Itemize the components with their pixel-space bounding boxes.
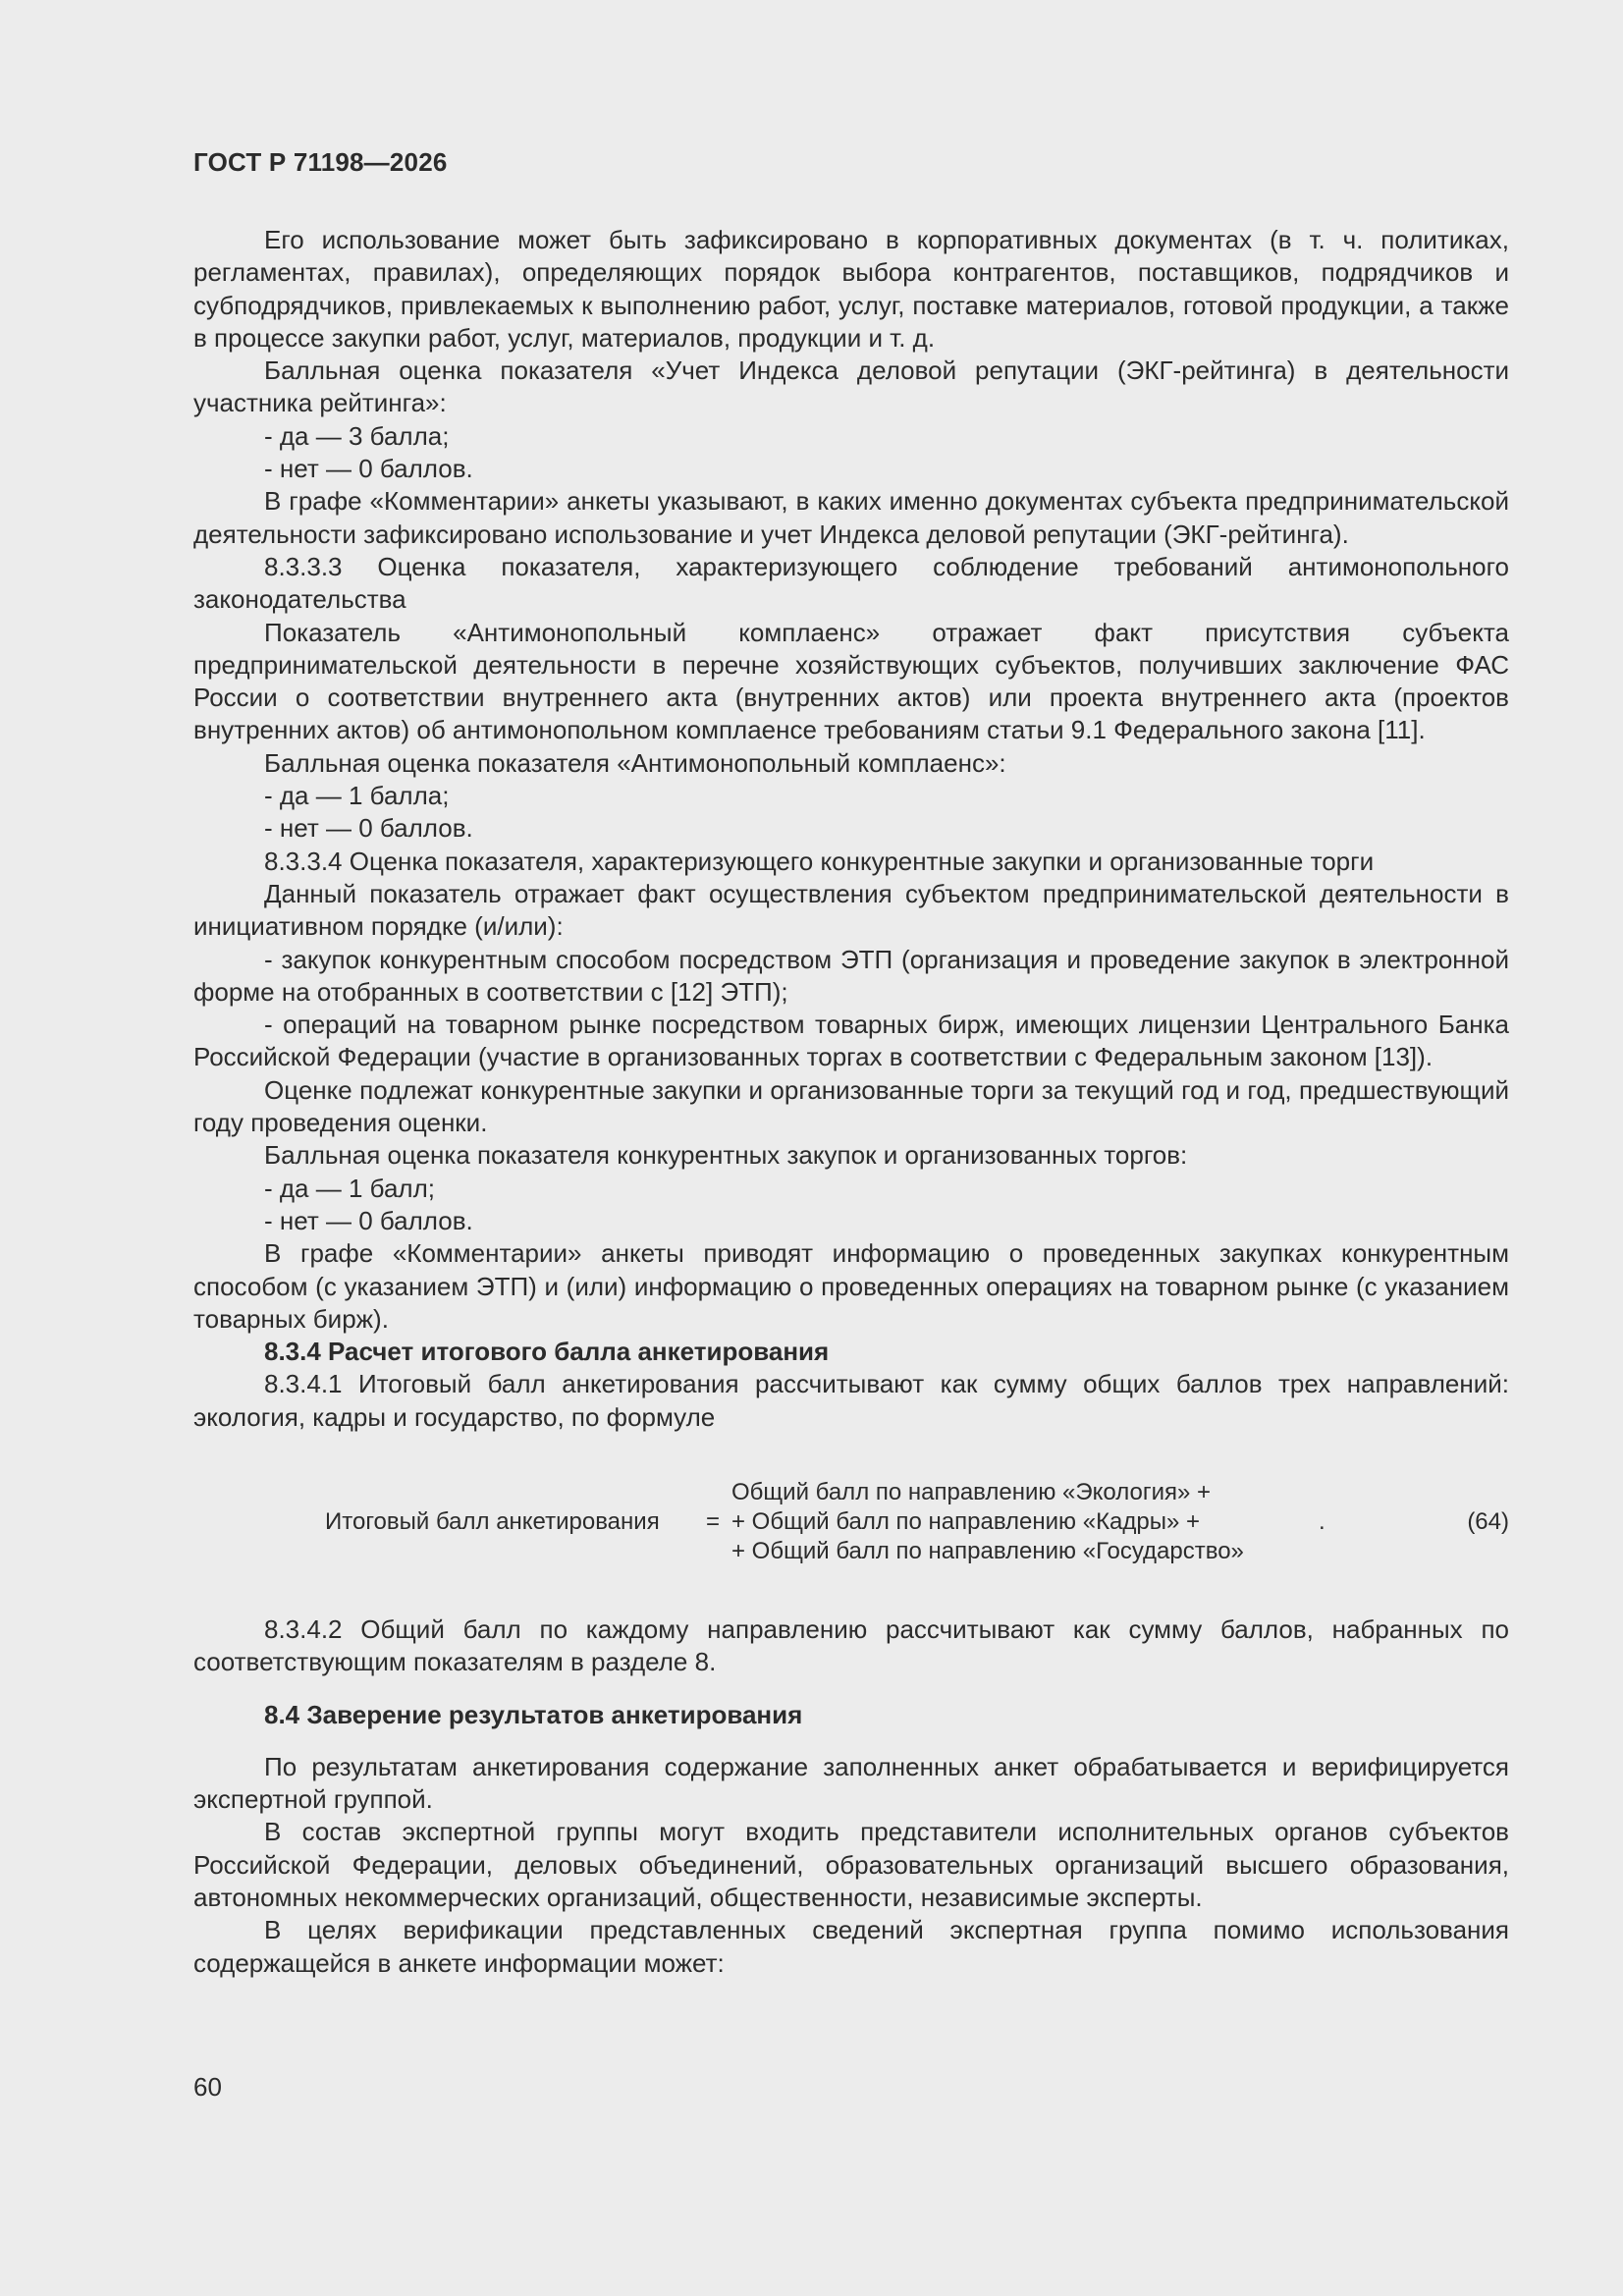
formula-rhs-line: + Общий балл по направлению «Кадры» + <box>731 1507 1201 1535</box>
paragraph: - нет — 0 баллов. <box>264 454 473 484</box>
paragraph: Балльная оценка показателя конкурентных закупок и организованных торгов: <box>264 1140 1188 1171</box>
formula-rhs-line: + Общий балл по направлению «Государство» <box>731 1537 1244 1564</box>
paragraph: - да — 3 балла; <box>264 420 450 451</box>
formula-64 <box>193 1478 1509 1566</box>
paragraph: Оценке подлежат конкурентные закупки и организованные торги за текущий год и год, предшествующий году проведения оценки. <box>193 1074 1509 1138</box>
page-number: 60 <box>193 2072 222 2102</box>
paragraph: Его использование может быть зафиксировано в корпоративных документах (в т. ч. политиках, регламентах, правилах), определяющих порядок выбора контрагентов, поставщиков, подрядчиков и субподрядчиков, привлекаемых к выполнению работ, услуг, поставке материалов, готовой продукции, а также в процессе закупки работ, услуг, материалов, продукции и т. д. <box>193 225 1509 353</box>
document-body <box>193 224 1509 1980</box>
paragraph: В состав экспертной группы могут входить представители исполнительных органов субъектов Российской Федерации, деловых объединений, образовательных организаций высшего образования, автономных некоммерческих организаций, общественности, независимые эксперты. <box>193 1817 1509 1913</box>
paragraph: Балльная оценка показателя «Антимонопольный комплаенс»: <box>264 747 1006 778</box>
paragraph: По результатам анкетирования содержание заполненных анкет обрабатывается и верифицируется экспертной группой. <box>193 1751 1509 1815</box>
formula-rhs-line: Общий балл по направлению «Экология» + <box>731 1478 1212 1505</box>
paragraph: Балльная оценка показателя «Учет Индекса деловой репутации (ЭКГ-рейтинга) в деятельности участника рейтинга»: <box>193 355 1509 418</box>
formula-lhs: Итоговый балл анкетирования <box>325 1507 660 1535</box>
section-heading-8-4: 8.4 Заверение результатов анкетирования <box>264 1699 803 1729</box>
paragraph: 8.3.3.4 Оценка показателя, характеризующего конкурентные закупки и организованные торги <box>264 846 1375 876</box>
paragraph: - да — 1 балл; <box>264 1173 435 1203</box>
formula-rhs <box>731 1478 1244 1566</box>
formula-equals: = <box>706 1507 721 1535</box>
section-8-4-text <box>193 1751 1509 1980</box>
document-header: ГОСТ Р 71198—2026 <box>193 147 448 177</box>
paragraph: - нет — 0 баллов. <box>264 1205 473 1235</box>
paragraph: - закупок конкурентным способом посредством ЭТП (организация и проведение закупок в электронной форме на отобранных в соответствии с [12] ЭТП); <box>193 944 1509 1007</box>
paragraph: В графе «Комментарии» анкеты указывают, в каких именно документах субъекта предпринимательской деятельности зафиксировано использование и учет Индекса деловой репутации (ЭКГ-рейтинга). <box>193 486 1509 549</box>
formula-number: (64) <box>1467 1507 1509 1535</box>
paragraph: - да — 1 балла; <box>264 781 450 811</box>
paragraph: 8.3.3.3 Оценка показателя, характеризующего соблюдение требований антимонопольного законодательства <box>193 551 1509 615</box>
paragraph: В графе «Комментарии» анкеты приводят информацию о проведенных закупках конкурентным способом (с указанием ЭТП) и (или) информацию о проведенных операциях на товарном рынке (с указанием товарных бирж). <box>193 1238 1509 1334</box>
paragraph: - операций на товарном рынке посредством товарных бирж, имеющих лицензии Центрального Банка Российской Федерации (участие в организованных торгах в соответствии с Федеральным законом [13]). <box>193 1010 1509 1072</box>
paragraph-8-3-4-1: 8.3.4.1 Итоговый балл анкетирования рассчитывают как сумму общих баллов трех направлений: экология, кадры и государство, по формуле <box>193 1369 1509 1432</box>
paragraph: В целях верификации представленных сведений экспертная группа помимо использования содержащейся в анкете информации может: <box>193 1915 1509 1978</box>
section-heading-8-3-4: 8.3.4 Расчет итогового балла анкетирования <box>264 1337 830 1367</box>
paragraph-8-3-4-2: 8.3.4.2 Общий балл по каждому направлению рассчитывают как сумму баллов, набранных по соответствующим показателям в разделе 8. <box>193 1613 1509 1677</box>
paragraph: Показатель «Антимонопольный комплаенс» отражает факт присутствия субъекта предпринимательской деятельности в перечне хозяйствующих субъектов, получивших заключение ФАС России о соответствии внутреннего акта (внутренних актов) или проекта внутреннего акта (проектов внутренних актов) об антимонопольном комплаенсе требованиям статьи 9.1 Федерального закона [11]. <box>193 617 1509 745</box>
paragraph: Данный показатель отражает факт осуществления субъектом предпринимательской деятельности в инициативном порядке (и/или): <box>193 878 1509 942</box>
section-833-text <box>193 224 1509 1336</box>
paragraph: - нет — 0 баллов. <box>264 813 473 844</box>
formula-period: . <box>1319 1507 1325 1535</box>
